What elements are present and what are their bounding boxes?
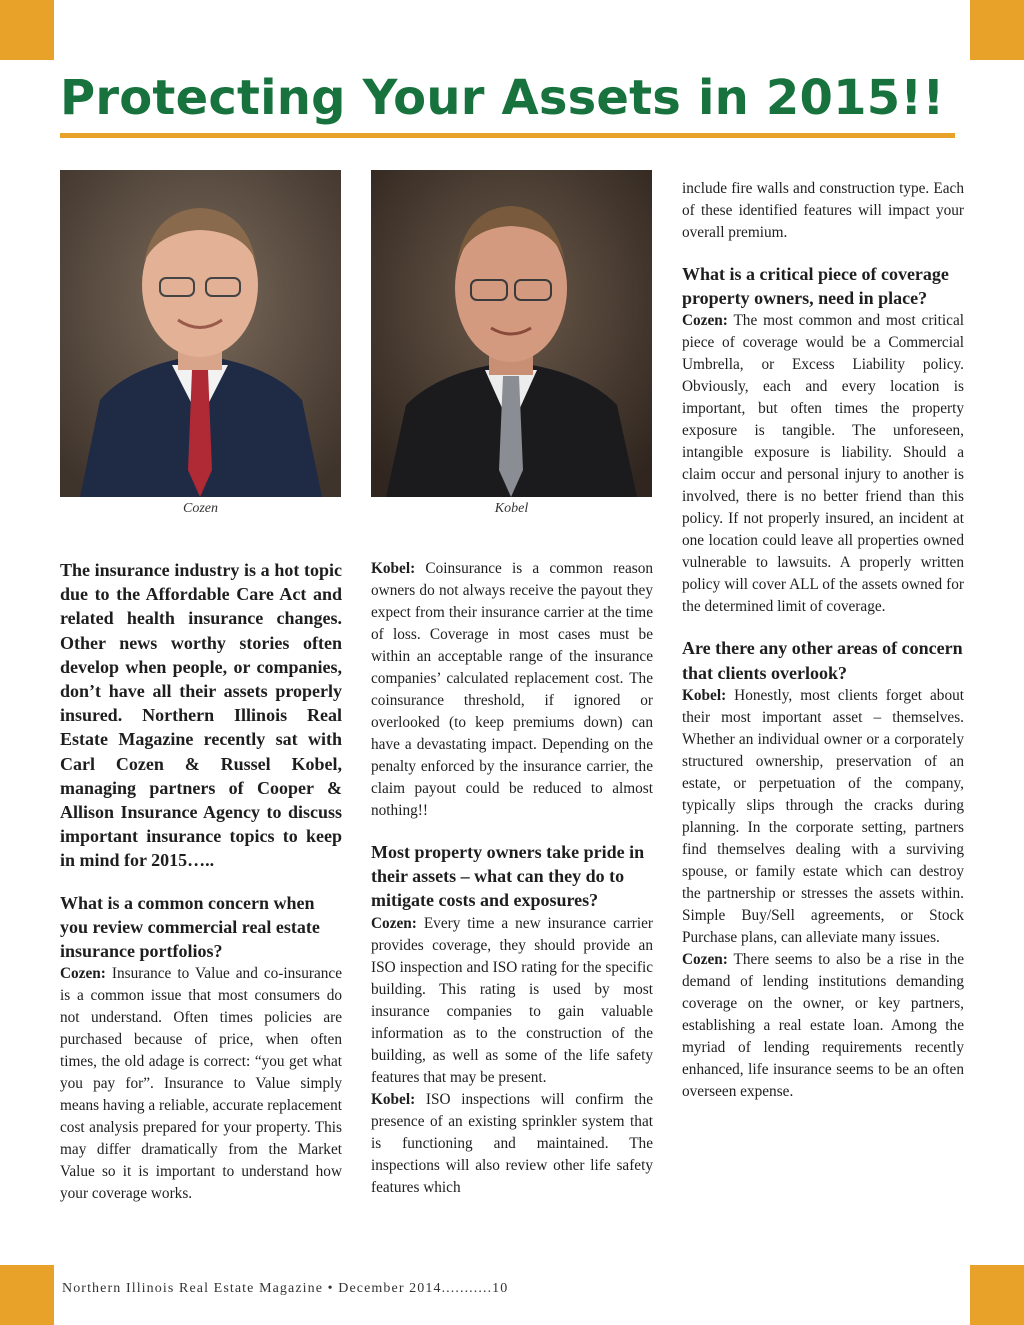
article-intro: The insurance industry is a hot topic due to the Affordable Care Act and related health insurance changes. Other news worthy stories often develop when people, or companies, don’t have all their assets properly insured. Northern Illinois Real Estate Magazine recently sat with Carl Cozen & Russel Kobel, managing partners of Cooper & Allison Insurance Agency to discuss important insurance topics to keep in mind for 2015….. [60,560,342,871]
answer-paragraph [371,558,653,822]
speaker-label: Kobel: [371,560,416,577]
question-heading: What is a critical piece of coverage property owners, need in place? [682,264,949,309]
kobel-portrait [371,170,652,497]
cozen-portrait [60,170,341,497]
answer-text: The most common and most critical piece of coverage would be a Commercial Umbrella, or Excess Liability policy. Obviously, each and every location is important, but often times the property exposure is tangible. The unforeseen, intangible exposure is liability. Should a claim occur and personal injury to another is involved, there is no better friend than this policy. If not properly insured, an incident at one location could leave all properties owned vulnerable to lawsuits. A properly written policy will cover ALL of the assets owned for the determined limit of coverage. [682,312,964,616]
answer-paragraph [682,949,964,1103]
answer-text: There seems to also be a rise in the demand of lending institutions demanding coverage on the owner, or key partners, establishing a real estate loan. Among the myriad of lending requirements recently enhanced, life insurance seems to be an often overseen expense. [682,950,964,1100]
answer-text: ISO inspections will confirm the presence of an existing sprinkler system that is functioning and maintained. The inspections will also review other life safety features which [371,1090,653,1196]
page-footer: Northern Illinois Real Estate Magazine • December 2014...........10 [62,1281,509,1296]
page-title: Protecting Your Assets in 2015!! [60,70,945,126]
question-heading: What is a common concern when you review commercial real estate insurance portfolios? [60,892,320,962]
answer-paragraph [371,913,653,1089]
answer-text: Every time a new insurance carrier provides coverage, they should provide an ISO inspection and ISO rating for the specific building. This rating is used by most insurance companies to gain valuable information as to the construction of the building, as well as some of the life safety features that may be present. [371,914,653,1086]
answer-paragraph [682,685,964,949]
speaker-label: Kobel: [682,686,727,704]
kobel-photo-caption: Kobel [494,501,529,516]
article-column-1 [60,558,342,1205]
article-column-2 [371,558,653,1199]
corner-accent-top-left [0,0,54,60]
answer-text: Honestly, most clients forget about their most important asset – themselves. Whether an individual owner or a corporately structured ownership, preservation of an estate, or perpetuation of the company, typically slips through the cracks during planning. In the corporate setting, partners find themselves dealing with a surviving spouse, or family estate which can destroy the partnership or stresses the assets within. Simple Buy/Sell agreements, or Stock Purchase plans, can alleviate many issues. [682,686,964,946]
corner-accent-bottom-right [970,1265,1024,1325]
speaker-label: Cozen: [682,950,728,968]
cozen-photo-caption: Cozen [183,501,218,516]
answer-paragraph [682,310,964,618]
article-column-3 [682,178,964,1103]
answer-text: Insurance to Value and co-insurance is a common issue that most consumers do not understand. Often times policies are purchased because of price, when often times, the old adage is correct: “you get what you pay for”. Insurance to Value simply means having a reliable, accurate replacement cost analysis prepared for your property. This may differ dramatically from the Market Value so it is important to understand how your coverage works. [60,965,342,1203]
corner-accent-top-right [970,0,1024,60]
answer-paragraph [60,963,342,1205]
title-underline [60,133,955,138]
speaker-label: Cozen: [60,965,106,983]
speaker-label: Cozen: [682,312,728,330]
speaker-label: Cozen: [371,914,417,932]
question-heading: Are there any other areas of concern that clients overlook? [682,638,963,683]
answer-continuation: include fire walls and construction type. Each of these identified features will impact your overall premium. [682,180,964,241]
speaker-label: Kobel: [371,1090,416,1108]
answer-paragraph [371,1089,653,1199]
question-heading: Most property owners take pride in their assets – what can they do to mitigate costs and exposures? [371,842,645,911]
answer-text: Coinsurance is a common reason owners do not always receive the payout they expect from their insurance carrier at the time of loss. Coverage in most cases must be within an acceptable range of the insurance companies’ calculated replacement cost. The coinsurance threshold, if ignored or overlooked (to keep premiums down) can have a devastating impact. Depending on the penalty enforced by the insurance carrier, the claim payout could be reduced to almost nothing!! [371,560,653,819]
corner-accent-bottom-left [0,1265,54,1325]
